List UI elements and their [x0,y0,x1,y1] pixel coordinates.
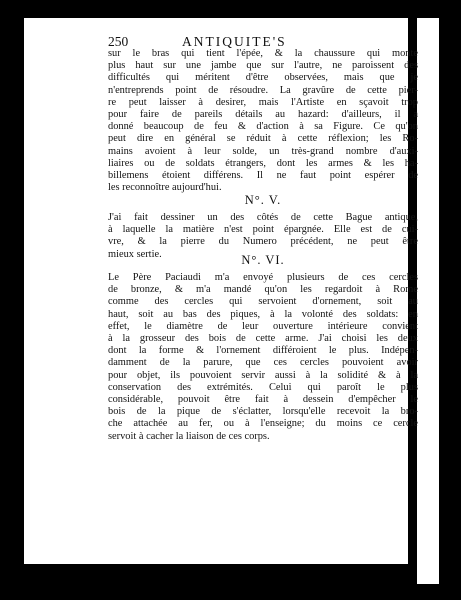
text-line: haut, soit au bas des piques, à la volonté des soldats: en [108,308,418,320]
text-line: conservation des extrémités. Celui qui paroît le plus [108,381,418,393]
text-line: J'ai fait dessiner un des côtés de cette Bague antique, [108,212,418,223]
text-line: mains avoient à leur solde, un très-grand nombre d'auxi- [108,145,418,157]
text-line: sur le bras qui tient l'épée, & la chaussure qui monte [108,48,418,59]
text-line: mieux sertie. [108,248,162,260]
text-line: peut dire en général se réduit à cette réflexion; les Ro- [108,133,418,145]
text-line: donné beaucoup de feu & d'action à sa Figure. Ce qu'on [108,121,418,133]
text-line: bois de la pique de s'éclatter, lorsqu'elle recevoit la bro- [108,406,418,418]
text-line: à laquelle la matière n'est point épargnée. Elle est de cui- [108,224,418,236]
page-bottom-shadow [24,564,417,584]
text-line: Le Père Paciaudi m'a envoyé plusieurs de ces cercles [108,272,418,283]
text-line: les reconnoître aujourd'hui. [108,182,222,194]
paragraph-no-vi [108,272,418,443]
text-line: effet, le diamètre de leur ouverture intérieure convient [108,320,418,332]
text-line: billemens étoient différens. Il ne faut point espérer de [108,170,418,182]
text-line: vre, & la pierre du Numero précédent, ne peut être [108,236,418,248]
running-title: ANTIQUITE'S [182,34,287,49]
paragraph-continuation [108,48,418,194]
text-line: n'entreprends point de résoudre. La gravûre de cette pier- [108,84,418,96]
text-line: dont la forme & l'ornement différoient le plus. Indépen- [108,345,418,357]
section-heading-no-vi: N°. VI. [241,253,285,267]
text-line: plus haut sur une jambe que sur l'autre, ne paroissent des [108,60,418,72]
text-line: comme des cercles qui servoient d'ornement, soit au [108,296,418,308]
page-number: 250 [108,34,129,49]
text-line: re peut laisser à desirer, mais l'Artiste en sçavoit trop [108,96,418,108]
text-line: che attachée au fer, ou à l'enseigne; du moins ce cercle [108,418,418,430]
text-line: damment de la parure, que ces cercles pouvoient avoir [108,357,418,369]
text-line: difficultés qui méritent d'être observées, mais que je [108,72,418,84]
text-line: de bronze, & m'a mandé qu'on les regardoit à Rome [108,284,418,296]
text-line: à la grosseur des bois de cette arme. J'ai choisi les deux [108,333,418,345]
text-line: pour objet, ils pouvoient servir aussi à la solidité & à la [108,369,418,381]
text-line: servoit à cacher la liaison de ces corps. [108,430,270,442]
section-heading-no-v: N°. V. [244,193,282,207]
text-line: liaires ou de soldats étrangers, dont les armes & les ha- [108,157,418,169]
text-line: pour faire de pareils détails au hazard: d'ailleurs, il a [108,109,418,121]
text-line: considérable, pouvoit être fait à dessein d'empêcher le [108,394,418,406]
